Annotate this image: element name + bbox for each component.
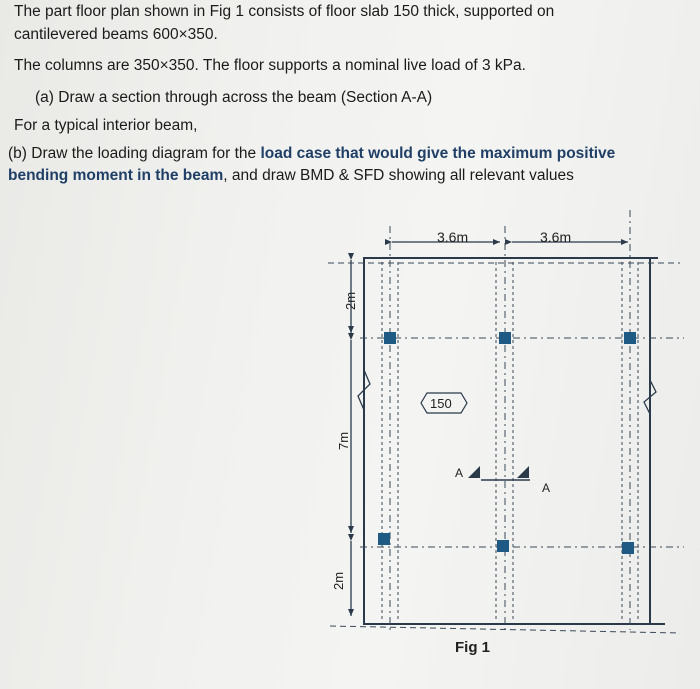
part-b-emphasis-1: load case that would give the maximum positive [260,145,616,162]
section-label-right: A [542,481,551,495]
dim-7m: 7m [336,431,351,450]
column-middle-bottom [497,540,509,552]
dim-2m-top: 2m [343,291,358,310]
dim-top-right: 3.6m [540,229,572,245]
slab-tag-text: 150 [430,396,452,411]
question-line-1: The part floor plan shown in Fig 1 consists of floor slab 150 thick, supported on [14,3,555,20]
column-middle-top [499,332,511,344]
part-b-emphasis-2: bending moment in the beam [8,167,224,184]
part-b-tail: , and draw BMD & SFD showing all relevant values [223,167,574,184]
section-arrow-left [468,466,480,478]
typical-beam-text: For a typical interior beam, [14,117,198,134]
section-label-left: A [455,466,464,480]
column-right-top [624,332,636,344]
dim-top-left: 3.6m [437,229,469,245]
column-left-bottom [378,533,390,545]
dim-2m-bottom: 2m [331,571,346,590]
part-b-intro: (b) Draw the loading diagram for the [8,145,261,162]
figure-caption: Fig 1 [455,639,491,656]
column-left-top [384,332,396,344]
question-line-3: The columns are 350×350. The floor supports a nominal live load of 3 kPa. [14,57,526,74]
slab-outline [363,258,665,624]
section-arrow-right [517,466,529,478]
column-gridlines [360,210,684,630]
question-line-2: cantilevered beams 600×350. [14,26,218,43]
part-a-text: (a) Draw a section through across the beam (Section A-A) [35,89,433,106]
column-right-bottom [622,542,634,554]
columns [378,332,636,554]
